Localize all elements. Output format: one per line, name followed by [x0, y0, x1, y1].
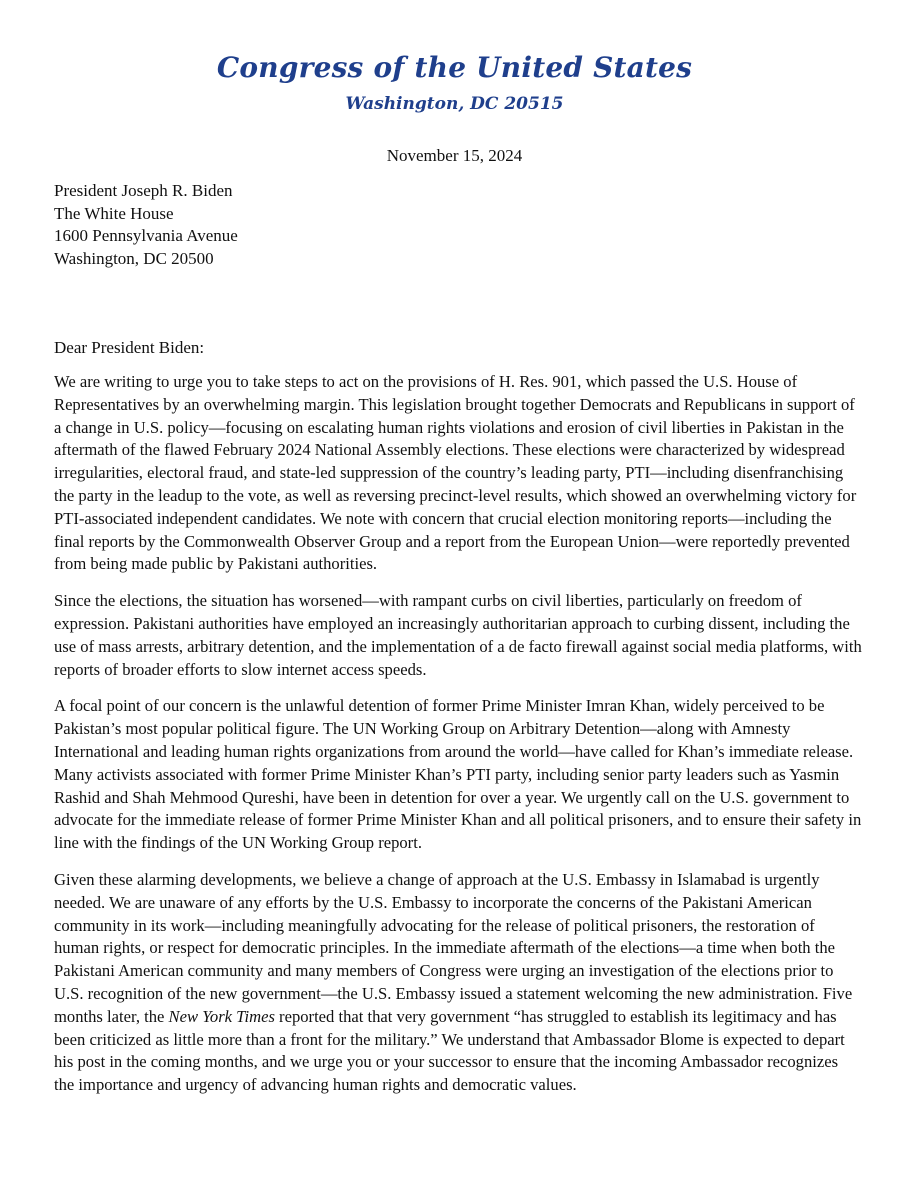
letter-body: [54, 371, 862, 1111]
address-line: Washington, DC 20500: [54, 248, 214, 268]
address-line: 1600 Pennsylvania Avenue: [54, 226, 238, 245]
letterhead: [0, 50, 909, 116]
paragraph-text: Given these alarming developments, we believe a change of approach at the U.S. Embassy in Islamabad is urgently needed. We are unaware of any efforts by the U.S. Embassy to incorporate the concerns of the Pakistani American community in its work—including meaningfully advocating for the release of political prisoners, the restoration of human rights, or respect for democratic principles. In the immediate aftermath of the elections—a time when both the Pakistani American community and many members of Congress were urging an investigation of the elections prior to U.S. recognition of the new government—the U.S. Embassy issued a statement welcoming the new administration. Five months later, the: [54, 869, 853, 1026]
recipient-address: [54, 180, 238, 270]
letterhead-title: Congress of the United States: [216, 51, 693, 84]
letterhead-subtitle: Washington, DC 20515: [345, 94, 564, 114]
letter-date: November 15, 2024: [386, 146, 523, 165]
body-paragraph: Since the elections, the situation has worsened—with rampant curbs on civil liberties, particularly on freedom of expression. Pakistani authorities have employed an increasingly authoritarian approach to curbing dissent, including the use of mass arrests, arbitrary detention, and the implementation of a de facto firewall against social media platforms, with reports of broader efforts to slow internet access speeds.: [54, 591, 862, 679]
salutation: Dear President Biden:: [54, 338, 205, 357]
body-paragraph: We are writing to urge you to take steps to act on the provisions of H. Res. 901, which passed the U.S. House of Representatives by an overwhelming margin. This legislation brought together Democrats and Republicans in support of a change in U.S. policy—focusing on escalating human rights violations and erosion of civil liberties in Pakistan in the aftermath of the flawed February 2024 National Assembly elections. These elections were characterized by widespread irregularities, electoral fraud, and state-led suppression of the country’s leading party, PTI—including disenfranchising the party in the leadup to the vote, as well as reversing precinct-level results, which showed an overwhelming victory for PTI-associated independent candidates. We note with concern that crucial election monitoring reports—including the final reports by the Commonwealth Observer Group and a report from the European Union—were reportedly prevented from being made public by Pakistani authorities.: [54, 372, 857, 574]
publication-name: New York Times: [168, 1006, 275, 1026]
paragraph-text: reported that that very government “has struggled to establish its legitimacy and has been criticized as little more than a front for the military.” We understand that Ambassador Blome is expected to depart his post in the coming months, and we urge you or your successor to ensure that the incoming Ambassador recognizes the importance and urgency of advancing human rights and democratic values.: [54, 1006, 845, 1095]
body-paragraph: A focal point of our concern is the unlawful detention of former Prime Minister Imran Khan, widely perceived to be Pakistan’s most popular political figure. The UN Working Group on Arbitrary Detention—along with Amnesty International and leading human rights organizations from around the world—have called for Khan’s immediate release. Many activists associated with former Prime Minister Khan’s PTI party, including senior party leaders such as Yasmin Rashid and Shah Mehmood Qureshi, have been in detention for over a year. We urgently call on the U.S. government to advocate for the immediate release of former Prime Minister Khan and all political prisoners, and to ensure their safety in line with the findings of the UN Working Group report.: [54, 696, 862, 853]
body-paragraph: [54, 869, 862, 1097]
address-line: The White House: [54, 203, 174, 223]
address-line: President Joseph R. Biden: [54, 181, 233, 200]
